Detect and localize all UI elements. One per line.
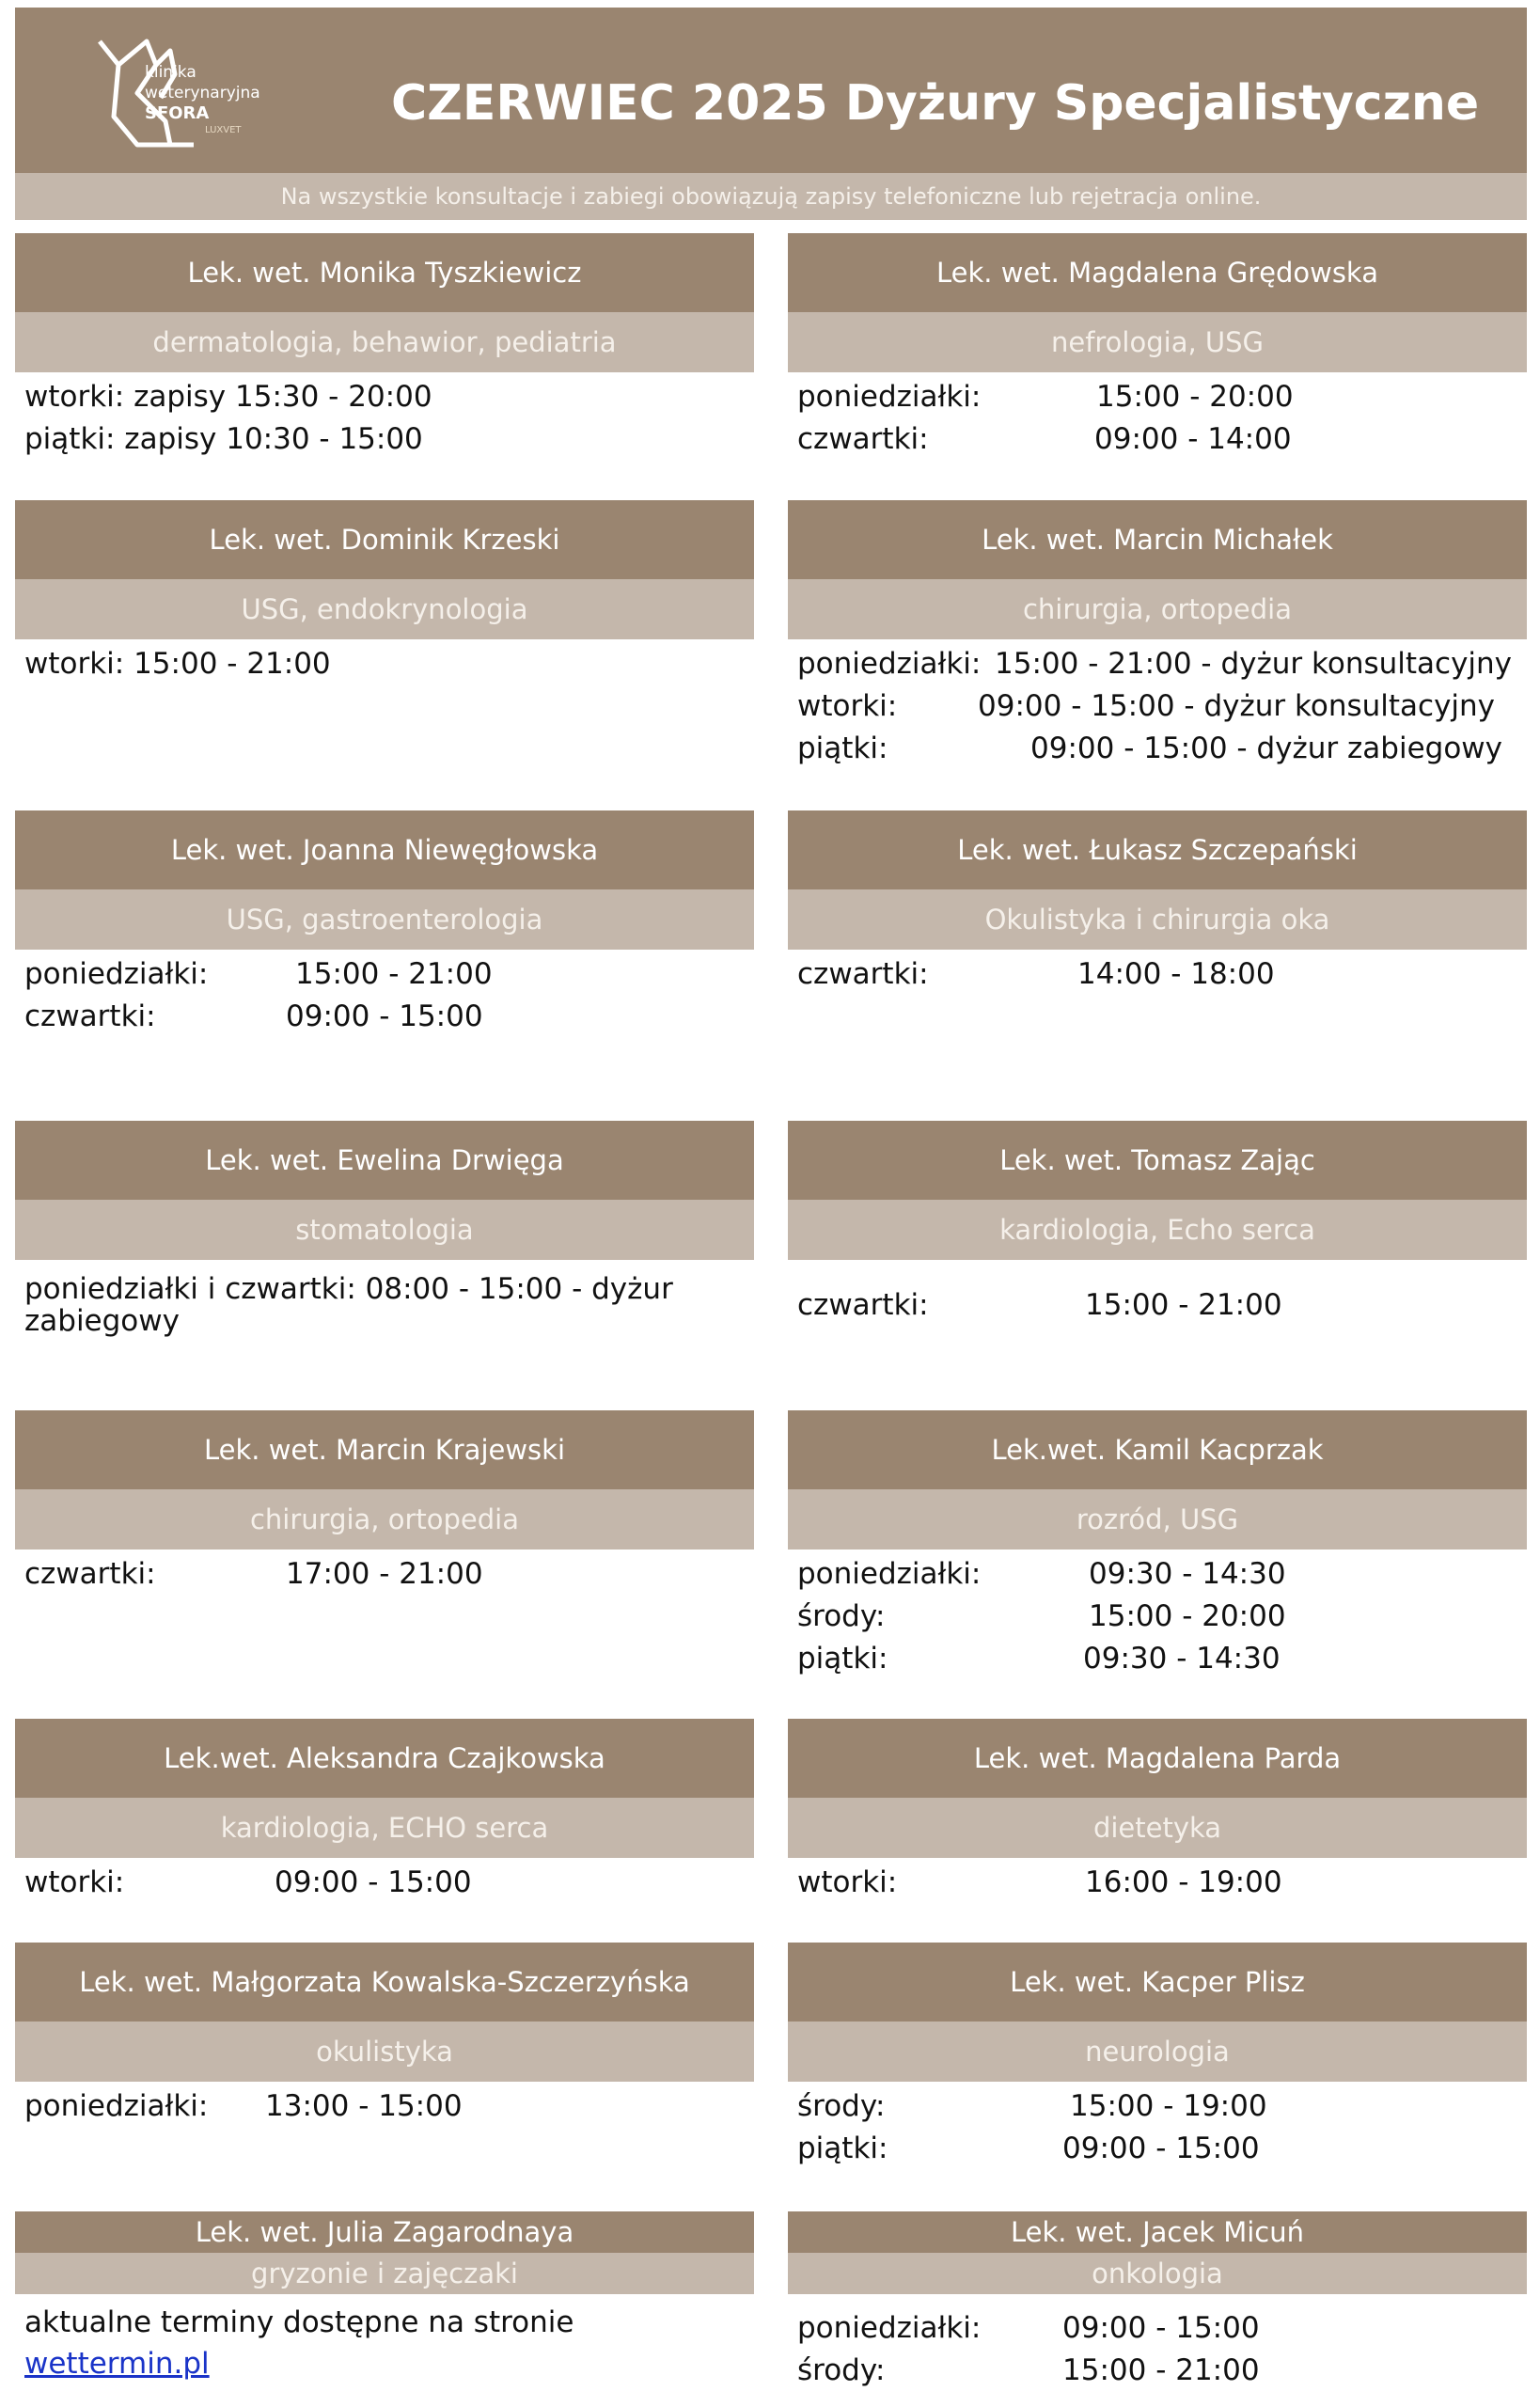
doctor-name: Lek. wet. Joanna Niewęgłowska <box>15 810 754 889</box>
doctor-specialty: kardiologia, Echo serca <box>788 1200 1527 1260</box>
doctor-specialty: kardiologia, ECHO serca <box>15 1798 754 1858</box>
schedule-day: wtorki: 15:00 - 21:00 <box>24 647 331 681</box>
doctor-name: Lek. wet. Ewelina Drwięga <box>15 1121 754 1200</box>
schedule-time: 09:00 - 15:00 - dyżur konsultacyjny <box>978 689 1496 723</box>
schedule-time: 09:00 - 15:00 <box>1062 2132 1260 2165</box>
doctor-specialty: rozród, USG <box>788 1489 1527 1550</box>
schedule-time: 14:00 - 18:00 <box>1077 957 1275 991</box>
schedule-text: poniedziałki i czwartki: 08:00 - 15:00 - dyżur zabiegowy <box>24 1272 673 1338</box>
schedule-day: piątki: zapisy 10:30 - 15:00 <box>24 422 423 456</box>
doctor-card <box>15 1943 754 2128</box>
schedule-day: poniedziałki: <box>797 1557 982 1591</box>
doctor-name: Lek. wet. Marcin Michałek <box>788 500 1527 579</box>
doctor-name: Lek. wet. Magdalena Grędowska <box>788 233 1527 312</box>
schedule-time: 09:00 - 15:00 <box>275 1865 472 1899</box>
header-banner <box>15 8 1527 173</box>
schedule-day: wtorki: <box>797 689 898 723</box>
doctor-name: Lek. wet. Marcin Krajewski <box>15 1410 754 1489</box>
schedule-day: poniedziałki: <box>24 2089 209 2123</box>
schedule-time: 09:30 - 14:30 <box>1083 1642 1281 1675</box>
booking-link[interactable]: wettermin.pl <box>24 2347 210 2381</box>
doctor-card <box>788 1719 1527 1904</box>
schedule-time: 13:00 - 15:00 <box>265 2089 463 2123</box>
doctor-card <box>788 2211 1527 2392</box>
doctor-card <box>15 1719 754 1904</box>
page-title: CZERWIEC 2025 Dyżury Specjalistyczne <box>391 75 1480 132</box>
schedule-day: środy: <box>797 2353 886 2387</box>
schedule-time: 09:00 - 15:00 <box>1062 2311 1260 2345</box>
schedule-day: czwartki: <box>24 1557 156 1591</box>
schedule-day: czwartki: <box>797 422 929 456</box>
logo-line: weterynaryjna <box>145 84 260 102</box>
doctor-card <box>788 500 1527 770</box>
schedule-day: czwartki: <box>797 957 929 991</box>
schedule-time: 16:00 - 19:00 <box>1085 1865 1282 1899</box>
doctor-card <box>788 1121 1527 1327</box>
doctor-name: Lek.wet. Kamil Kacprzak <box>788 1410 1527 1489</box>
doctor-specialty: neurologia <box>788 2022 1527 2082</box>
doctor-name: Lek. wet. Monika Tyszkiewicz <box>15 233 754 312</box>
doctor-specialty: USG, gastroenterologia <box>15 889 754 950</box>
schedule-day: czwartki: <box>797 1288 929 1322</box>
doctor-specialty: dietetyka <box>788 1798 1527 1858</box>
schedule-time: 09:00 - 15:00 - dyżur zabiegowy <box>1030 732 1502 765</box>
doctor-card <box>15 1121 754 1337</box>
schedule-day: piątki: <box>797 1642 888 1675</box>
doctor-specialty: nefrologia, USG <box>788 312 1527 372</box>
doctor-specialty: USG, endokrynologia <box>15 579 754 639</box>
doctor-specialty: okulistyka <box>15 2022 754 2082</box>
doctor-specialty: onkologia <box>788 2253 1527 2294</box>
schedule-day: wtorki: zapisy 15:30 - 20:00 <box>24 380 432 414</box>
booking-notice: Na wszystkie konsultacje i zabiegi obowiązują zapisy telefoniczne lub rejetracja online. <box>15 173 1527 220</box>
doctor-name: Lek. wet. Dominik Krzeski <box>15 500 754 579</box>
doctor-specialty: chirurgia, ortopedia <box>15 1489 754 1550</box>
logo-line: klinika <box>145 63 196 82</box>
doctor-name: Lek. wet. Julia Zagarodnaya <box>15 2211 754 2253</box>
schedule-time: 09:30 - 14:30 <box>1089 1557 1286 1591</box>
doctor-card <box>15 810 754 1038</box>
schedule-day: piątki: <box>797 2132 888 2165</box>
doctor-specialty: stomatologia <box>15 1200 754 1260</box>
doctor-card <box>788 1943 1527 2170</box>
doctor-specialty: dermatologia, behawior, pediatria <box>15 312 754 372</box>
doctor-card <box>788 1410 1527 1680</box>
doctor-name: Lek. wet. Kacper Plisz <box>788 1943 1527 2022</box>
schedule-text: aktualne terminy dostępne na stronie <box>24 2305 574 2339</box>
schedule-time: 15:00 - 20:00 <box>1089 1599 1286 1633</box>
doctor-name: Lek.wet. Aleksandra Czajkowska <box>15 1719 754 1798</box>
schedule-day: czwartki: <box>24 999 156 1033</box>
doctor-card <box>15 500 754 685</box>
schedule-day: piątki: <box>797 732 888 765</box>
schedule-day: środy: <box>797 1599 886 1633</box>
schedule-time: 15:00 - 21:00 - dyżur konsultacyjny <box>995 647 1513 681</box>
schedule-day: poniedziałki: <box>797 2311 982 2345</box>
schedule-time: 15:00 - 20:00 <box>1096 380 1294 414</box>
schedule-time: 09:00 - 15:00 <box>286 999 483 1033</box>
doctor-name: Lek. wet. Małgorzata Kowalska-Szczerzyńska <box>15 1943 754 2022</box>
logo-sub: LUXVET <box>205 125 242 135</box>
schedule-day: wtorki: <box>797 1865 898 1899</box>
doctor-name: Lek. wet. Tomasz Zając <box>788 1121 1527 1200</box>
doctor-card <box>15 1410 754 1596</box>
logo-brand: SFORA <box>145 103 210 123</box>
schedule-time: 15:00 - 19:00 <box>1070 2089 1267 2123</box>
schedule-day: poniedziałki: <box>797 647 982 681</box>
doctor-card <box>15 2211 754 2384</box>
schedule-time: 15:00 - 21:00 <box>1085 1288 1282 1322</box>
doctor-name: Lek. wet. Jacek Micuń <box>788 2211 1527 2253</box>
doctor-name: Lek. wet. Magdalena Parda <box>788 1719 1527 1798</box>
doctor-card <box>788 810 1527 996</box>
doctor-specialty: chirurgia, ortopedia <box>788 579 1527 639</box>
schedule-day: poniedziałki: <box>24 957 209 991</box>
schedule-time: 09:00 - 14:00 <box>1094 422 1292 456</box>
schedule-day: środy: <box>797 2089 886 2123</box>
schedule-time: 15:00 - 21:00 <box>295 957 493 991</box>
schedule-time: 17:00 - 21:00 <box>286 1557 483 1591</box>
doctor-card <box>788 233 1527 461</box>
doctor-specialty: Okulistyka i chirurgia oka <box>788 889 1527 950</box>
doctor-card <box>15 233 754 461</box>
doctor-specialty: gryzonie i zajęczaki <box>15 2253 754 2294</box>
schedule-day: poniedziałki: <box>797 380 982 414</box>
clinic-logo-text <box>145 62 260 137</box>
doctor-name: Lek. wet. Łukasz Szczepański <box>788 810 1527 889</box>
schedule-time: 15:00 - 21:00 <box>1062 2353 1260 2387</box>
schedule-day: wtorki: <box>24 1865 125 1899</box>
